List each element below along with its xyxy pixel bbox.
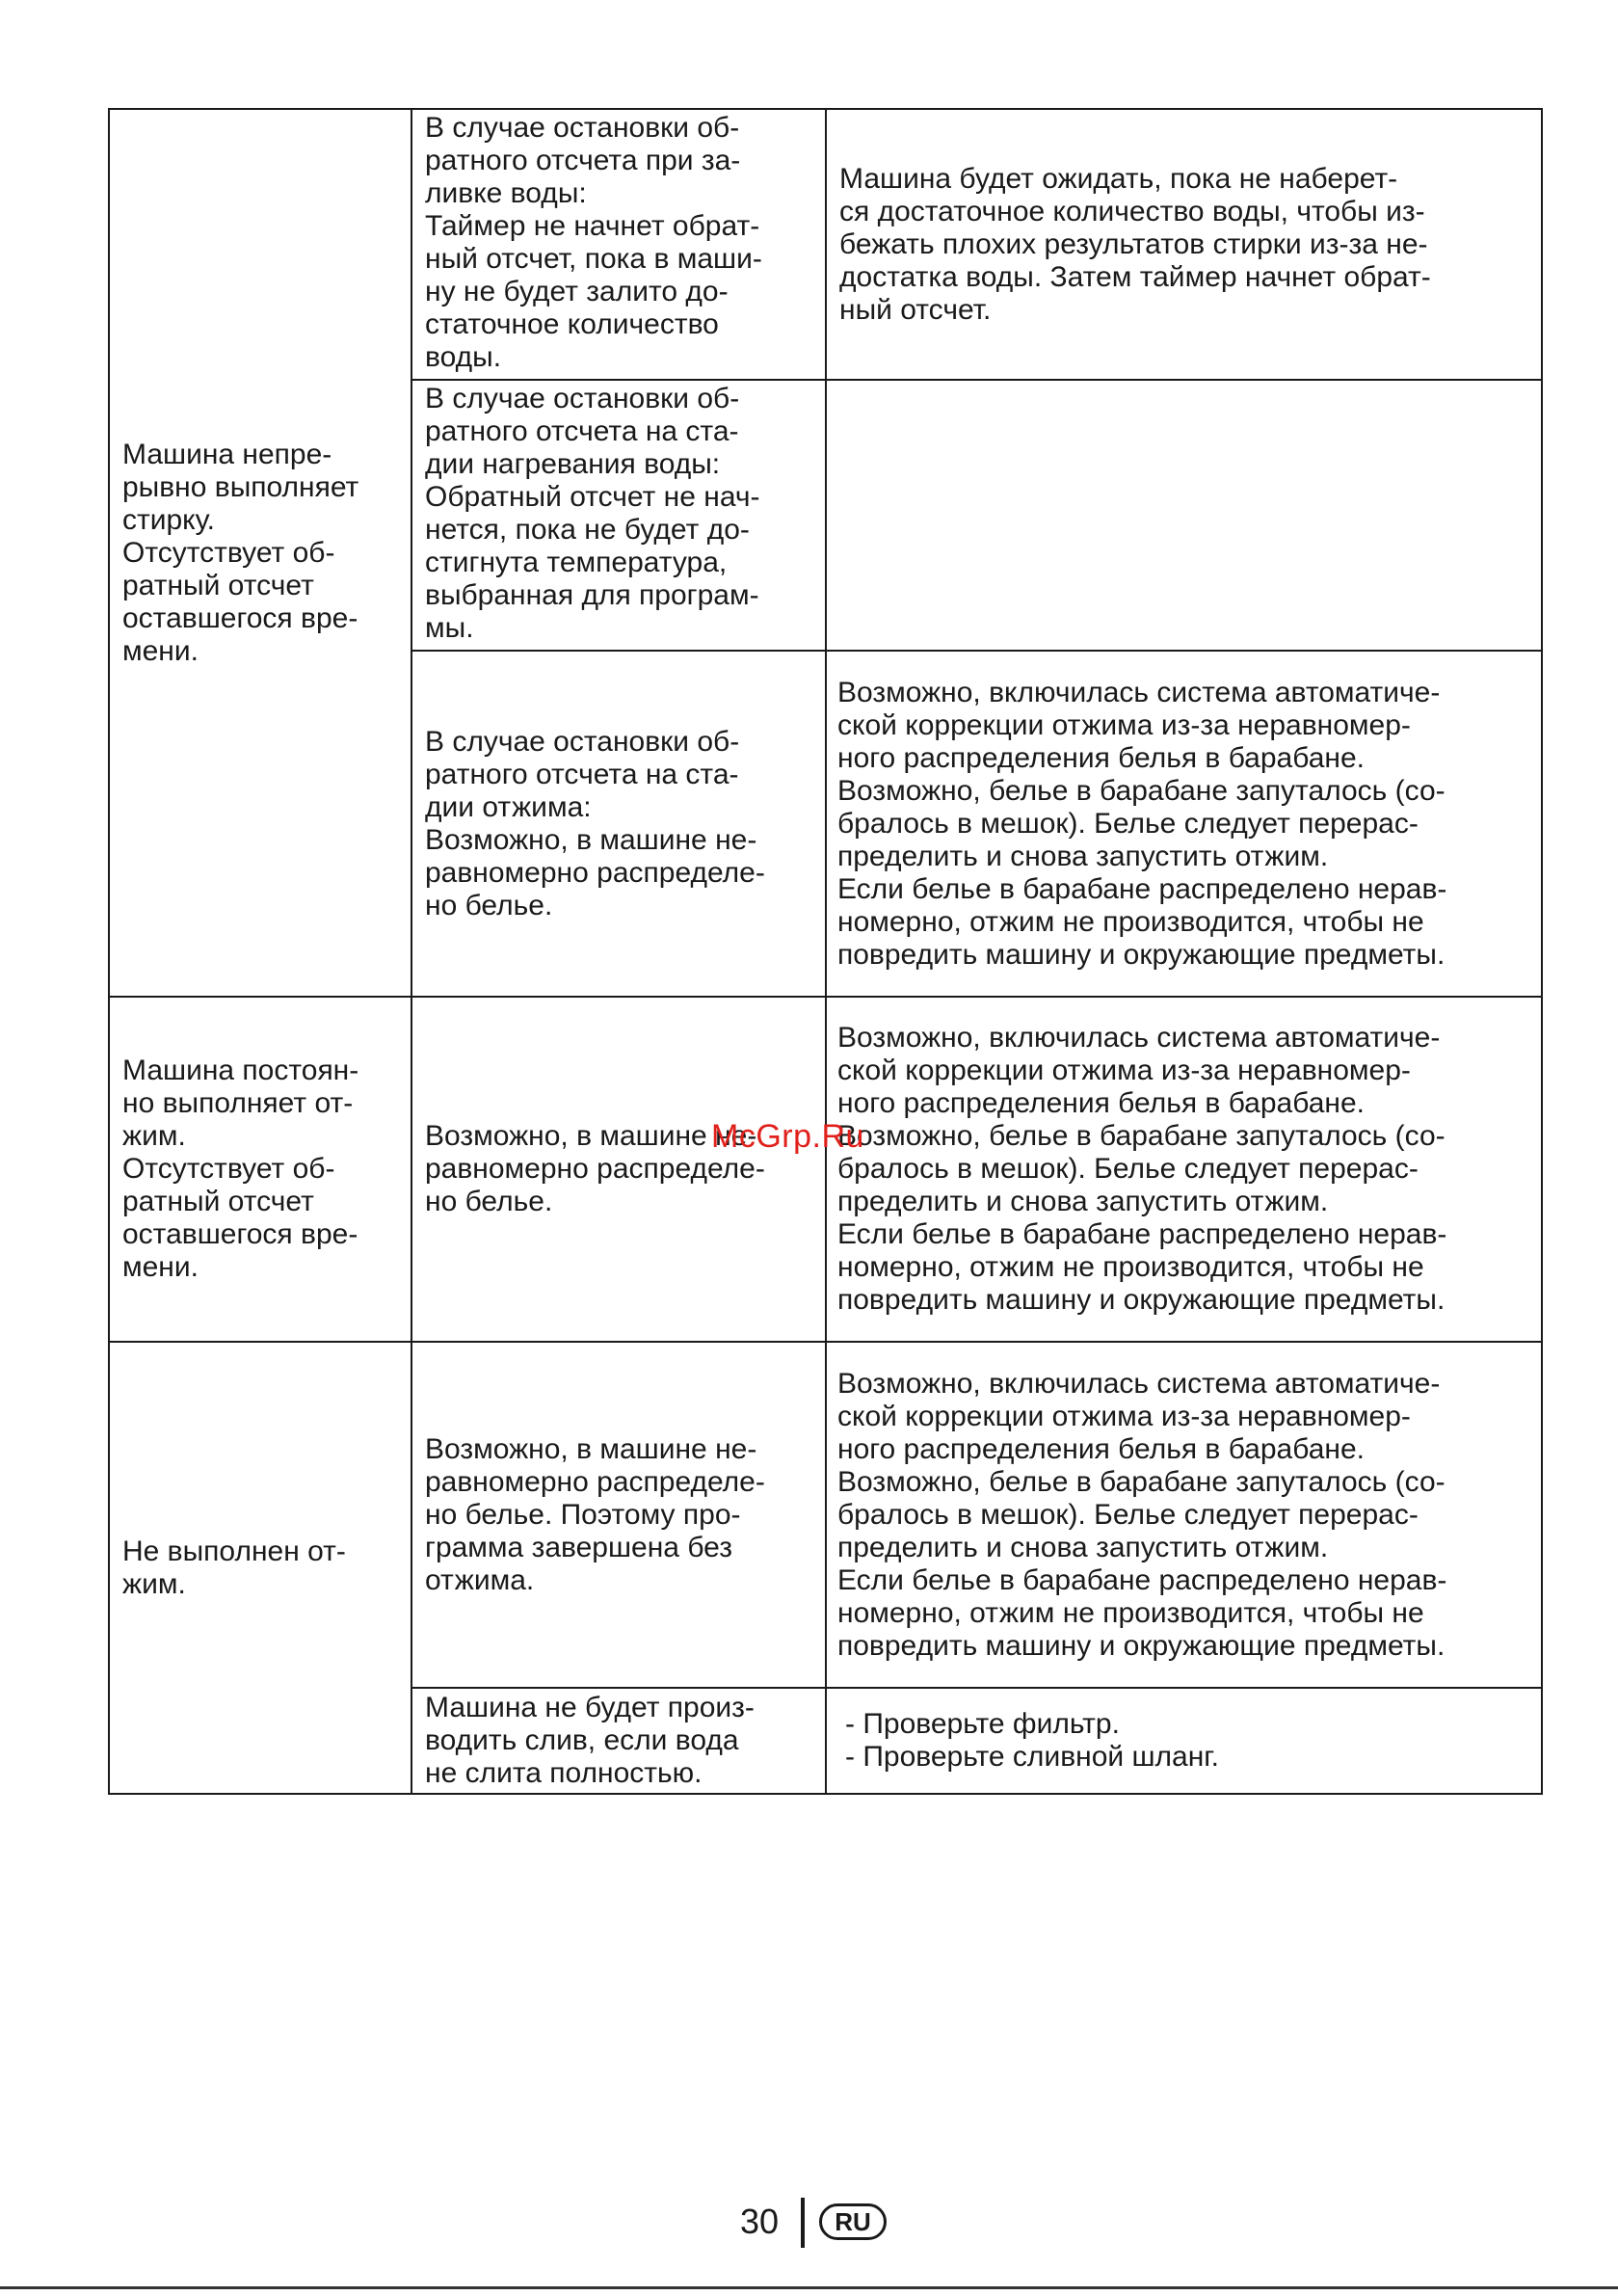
cause-cell: Возможно, в машине не- равномерно распределе- но белье. bbox=[425, 1120, 765, 1217]
solution-cell: - Проверьте фильтр. - Проверьте сливной шланг. bbox=[845, 1708, 1219, 1773]
cause-cell: В случае остановки об- ратного отсчета на ста- дии отжима: Возможно, в машине не- равномерно распределе- но белье. bbox=[425, 725, 765, 921]
solution-cell: Возможно, включилась система автоматиче- ской коррекции отжима из-за неравномер- ного распределения белья в барабане. Возможно, белье в барабане запуталось (со- бралось в мешок). Белье следует перерас- пределить и снова запустить отжим. Если белье в барабане распределено нерав- номерно, отжим не производится, чтобы не повредить машину и окружающие предметы. bbox=[837, 676, 1447, 971]
page-footer bbox=[0, 2198, 1618, 2246]
solution-cell bbox=[828, 382, 1540, 649]
cause-cell: В случае остановки об- ратного отсчета на ста- дии нагревания воды: Обратный отсчет не нач- нется, пока не будет до- стигнута температура, выбранная для програм- мы. bbox=[425, 383, 760, 644]
cause-cell: Машина не будет произ- водить слив, если вода не слита полностью. bbox=[425, 1692, 755, 1789]
footer-divider bbox=[801, 2198, 805, 2248]
bottom-rule bbox=[0, 2286, 1618, 2289]
problem-cell: Не выполнен от- жим. bbox=[122, 1535, 346, 1600]
solution-cell: Возможно, включилась система автоматиче- ской коррекции отжима из-за неравномер- ного распределения белья в барабане. Возможно, белье в барабане запуталось (со- бралось в мешок). Белье следует перерас- пределить и снова запустить отжим. Если белье в барабане распределено нерав- номерно, отжим не производится, чтобы не повредить машину и окружающие предметы. bbox=[837, 1367, 1447, 1662]
problem-cell: Машина постоян- но выполняет от- жим. Отсутствует об- ратный отсчет oставшегося вре- мени. bbox=[122, 1055, 359, 1283]
problem-cell: Машина непре- рывно выполняет стирку. Отсутствует об- ратный отсчет oставшегося вре- мени. bbox=[122, 438, 359, 667]
cause-cell: В случае остановки об- ратного отсчета при за- ливке воды: Таймер не начнет обрат- ный отсчет, пока в маши- ну не будет залито до- статочное количество воды. bbox=[425, 112, 762, 373]
cause-cell: Возможно, в машине не- равномерно распределе- но белье. Поэтому про- грамма завершена без отжима. bbox=[425, 1432, 765, 1596]
page-number: 30 bbox=[740, 2202, 780, 2241]
watermark: McGrp.Ru bbox=[711, 1118, 864, 1155]
solution-cell: Машина будет ожидать, пока не наберет- ся достаточное количество воды, чтобы из- бежать плохих результатов стирки из-за не- достатка воды. Затем таймер начнет обрат- ный отсчет. bbox=[839, 162, 1431, 326]
solution-cell: Возможно, включилась система автоматиче- ской коррекции отжима из-за неравномер- ного распределения белья в барабане. Возможно, белье в барабане запуталось (со- бралось в мешок). Белье следует перерас- пределить и снова запустить отжим. Если белье в барабане распределено нерав- номерно, отжим не производится, чтобы не повредить машину и окружающие предметы. bbox=[837, 1022, 1447, 1316]
language-badge: RU bbox=[819, 2203, 887, 2240]
